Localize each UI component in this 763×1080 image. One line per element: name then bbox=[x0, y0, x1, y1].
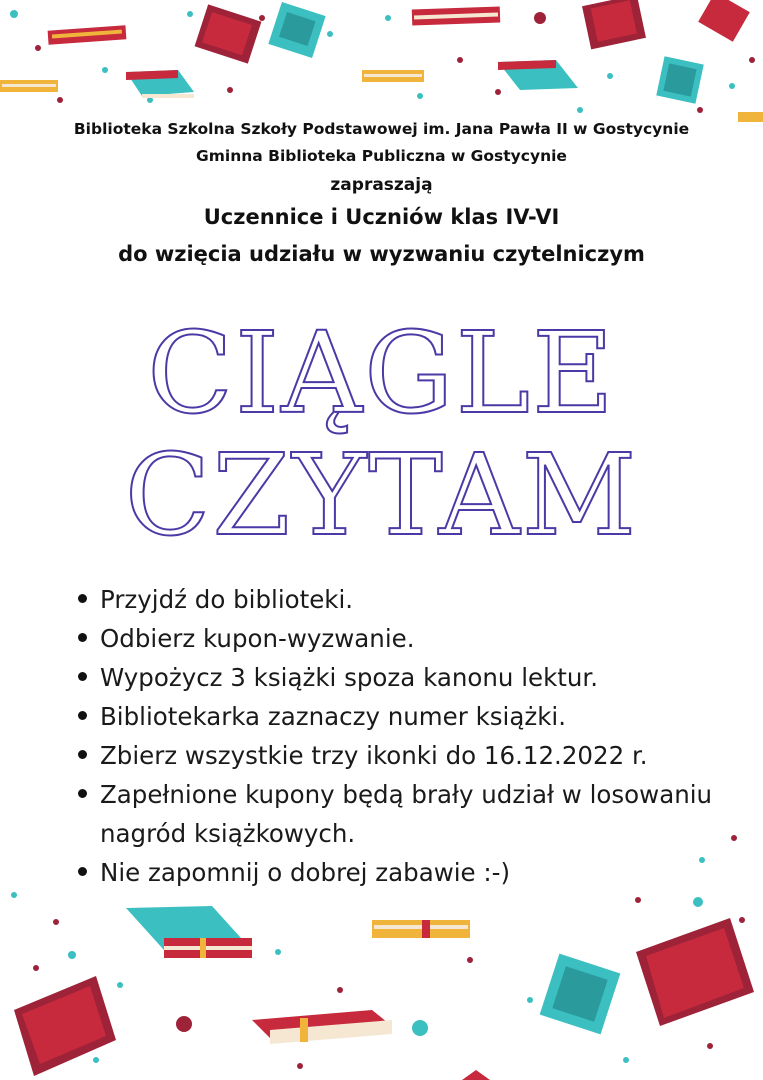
book-icon bbox=[0, 80, 58, 92]
book-icon bbox=[698, 0, 750, 42]
book-icon bbox=[268, 2, 325, 58]
book-icon bbox=[462, 1070, 490, 1080]
book-icon bbox=[126, 906, 252, 958]
header-invite: zapraszają bbox=[330, 175, 433, 195]
list-item: Zbierz wszystkie trzy ikonki do 16.12.2022 r. bbox=[76, 736, 756, 775]
book-icon bbox=[582, 0, 646, 49]
header-challenge: do wzięcia udziału w wyzwaniu czytelniczym bbox=[118, 242, 645, 266]
book-icon bbox=[636, 918, 754, 1026]
list-item: Przyjdź do biblioteki. bbox=[76, 580, 756, 619]
header-audience: Uczennice i Uczniów klas IV-VI bbox=[203, 205, 560, 229]
book-icon bbox=[126, 70, 194, 98]
confetti-dots-top bbox=[10, 10, 755, 113]
book-icon bbox=[195, 4, 262, 63]
header-public-library: Gminna Biblioteka Publiczna w Gostycynie bbox=[196, 147, 567, 165]
list-item: Odbierz kupon-wyzwanie. bbox=[76, 619, 756, 658]
book-icon bbox=[252, 1010, 392, 1044]
list-item: Wypożycz 3 książki spoza kanonu lektur. bbox=[76, 658, 756, 697]
book-icon bbox=[412, 6, 501, 25]
list-item: Bibliotekarka zaznaczy numer książki. bbox=[76, 697, 756, 736]
steps-list bbox=[76, 580, 756, 892]
book-icon bbox=[372, 920, 470, 938]
list-item: Zapełnione kupony będą brały udział w losowaniu nagród książkowych. bbox=[76, 775, 756, 853]
title-line-2: CZYTAM bbox=[124, 431, 639, 561]
title-line-1: CIĄGLE bbox=[147, 309, 616, 439]
book-icon bbox=[498, 60, 578, 90]
header-school-library: Biblioteka Szkolna Szkoły Podstawowej im. Jana Pawła II w Gostycynie bbox=[73, 120, 690, 138]
book-icon bbox=[540, 954, 621, 1035]
book-icon bbox=[362, 70, 424, 82]
book-icon bbox=[48, 25, 127, 44]
book-icon bbox=[656, 56, 703, 103]
book-icon bbox=[14, 976, 116, 1076]
list-item: Nie zapomnij o dobrej zabawie :-) bbox=[76, 853, 756, 892]
